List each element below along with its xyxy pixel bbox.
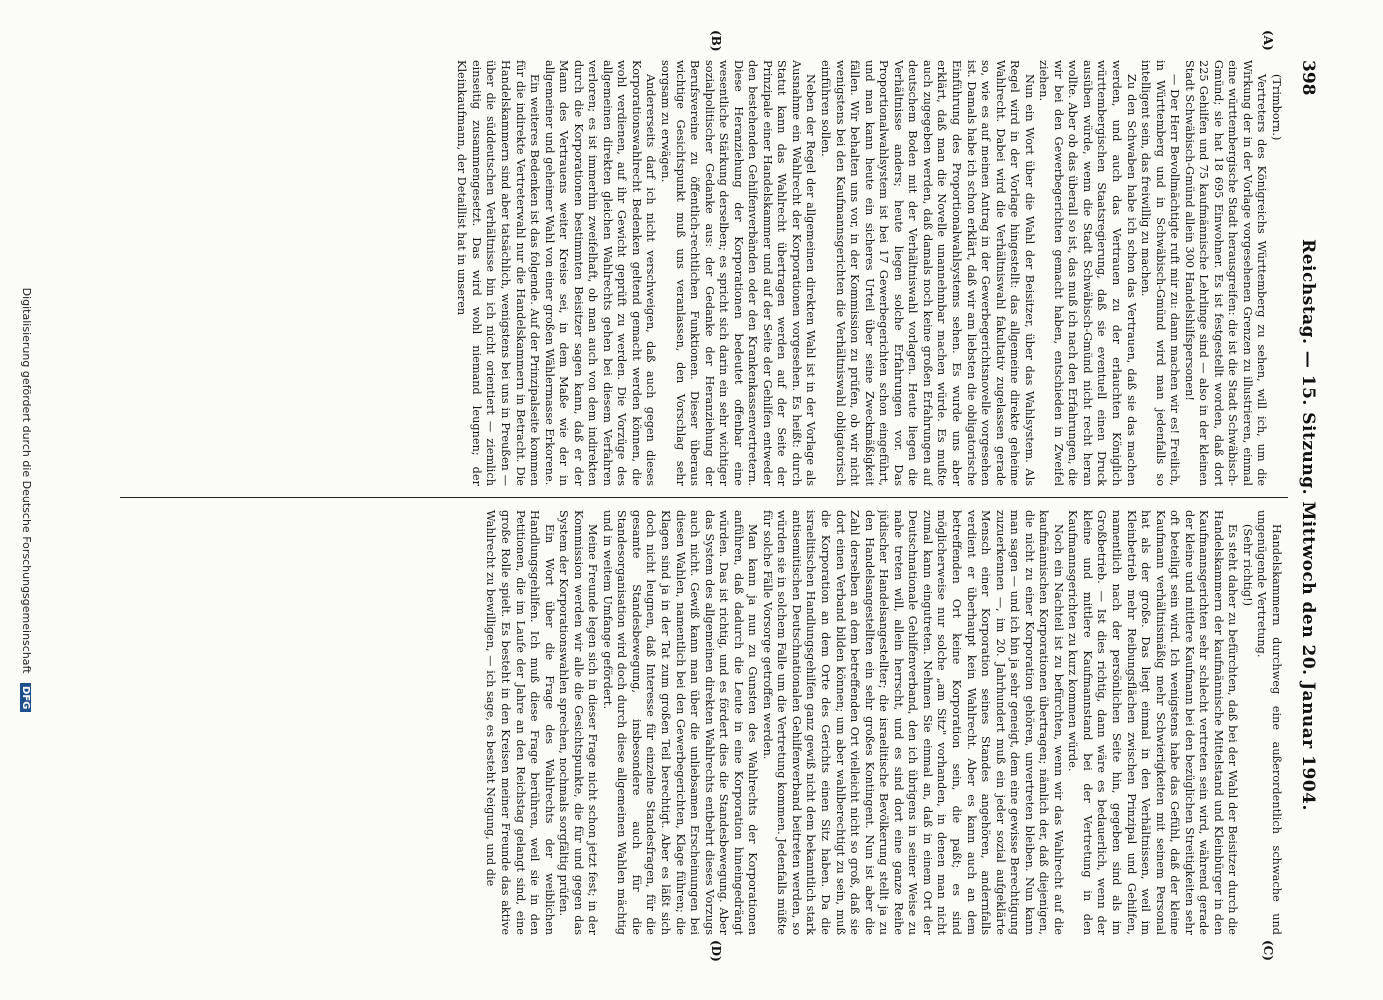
right-column-paragraph: Noch ein Nachteil ist zu befürchten, wenn wir das Wahlrecht auf die kaufmännischen Korporationen übertragen; nämlich der, daß diejenigen, die nicht zu einer Korporation gehören, unvertreten bleiben. Nun kann man sagen — und ich bin ja sehr geneigt, dem eine gewisse Berechtigung zuzuerkennen —, im 20. Jahrhundert muß ein jeder sozial aufgeklärte Mensch einer Korporation seines Standes angehören, andernfalls verdient er überhaupt kein Wahlrecht. Aber es kann auch an dem betreffenden Ort keine Korporation sein, die paßt; es sind möglicherweise nur solche „am Sitz" vorhanden, in denen man nicht zumal kann eingutreten. Nehmen Sie einmal an, daß in einem Ort der Deutschnationale Gehilfenverband, den ich übrigens in seiner Weise zu nahe treten will, allein herrscht, und es sind dort eine ganze Reihe jüdischer Handelsangestellter; die israelitische Bevölkerung stellt ja zu den Handelsangestellten ein sehr großes Kontingent. Nun ist aber die Zahl derselben an dem betreffenden Ort vielleicht nicht so groß, daß sie dort einen Verband bilden können; um aber wahlberechtigt zu sein, muß die Korporation an dem Orte des Gerichts einen Sitz haben. Da die israelitischen Handlungsgehilfen ganz gewiß nicht dem bekanntlich stark antisemitischen Deutschnationalen Gehilfenverband beitreten werden, so würden sie in solchem Falle um die Vertretung kommen. Jedenfalls müßte für solche Fälle Vorsorge getroffen werden. [760, 510, 1065, 935]
left-column-paragraph: Vertreters des Königreichs Württemberg zu sehen, will ich, um die Wirkung der in der Vorlage vorgesehenen Grenzen zu illustrieren, einmal eine württembergische Stadt herausgreifen: die ist die Stadt Schwäbisch-Gmünd; sie hat 18 695 Einwohner. Es ist festgestellt worden, daß dort 225 Gehilfen und 75 kaufmännische Lehrlinge sind — also in der kleinen Stadt Schwäbisch-Gmünd allein 300 Handelshilfspersonen! [1182, 60, 1269, 486]
dfg-logo-icon: DFG [20, 683, 31, 712]
footer-text: Digitalisierung gefördert durch die Deutsche Forschungsgemeinschaft [20, 287, 33, 674]
left-column-paragraph: (Trimborn.) [1270, 74, 1283, 141]
right-column-paragraph: Handelskammern durchweg eine außerordentlich schwache und ungenügende Vertretung. [1255, 510, 1283, 935]
right-column-paragraph: Es steht daher zu befürchten, daß bei der Wahl der Beisitzer durch die Handelskammern der kaufmännische Mittelstand und Kleinbürger in den Kaufmannsgerichten sehr schlecht vertreten sein wird, während gerade der kleine und mittlere Kaufmann bei den bezüglichen Streitigkeiten sehr oft beteiligt sein wird. Ich wenigstens habe das Gefühl, daß der kleine Kaufmann verhältnismäßig mehr Schwierigkeiten mit seinem Personal hat als der große. Das liegt einmal in den Verhältnissen, weil im Kleinbetrieb mehr Reibungsflächen zwischen Prinzipal und Gehilfen, namentlich nach der persönlichen Seite hin, gegeben sind als im Großbetrieb. — Ist dies richtig, dann wäre es bedauerlich, wenn der kleine und mittlere Kaufmannstand bei der Vertretung in den Kaufmannsgerichten zu kurz kommen würde. [1066, 510, 1240, 935]
column-divider [120, 497, 1288, 498]
margin-marker-d: (D) [709, 940, 723, 962]
right-column-paragraph: Man kann ja nun zu Gunsten des Wahlrechts der Korporationen anführen, daß dadurch die Leute in eine Korporation hineingedrängt würden. Das ist richtig, und es fördert dies die Standesbewegung. Aber das System des allgemeinen direkten Wahlrechts entbehrt dieses Vorzugs auch nicht. Gewiß kann man über die unliebsamen Erscheinungen bei diesen Wahlen, namentlich bei den Gewerbegerichten, Klage führen; die Klagen sind ja in der Tat zum großen Teil berechtigt. Aber es läßt sich doch nicht leugnen, daß Interesse für einzelne Standesfragen, für die gesamte Standesbewegung, insbesondere auch für die Standesorganisation wird doch durch diese allgemeinen Wahlen mächtig und in weitem Umfange gefördert. [600, 510, 760, 935]
left-column-paragraph: Andererseits darf ich nicht verschweigen, daß auch gegen dieses Korporationswahlrecht Bedenken geltend gemacht werden können, die wohl verdienen, auf ihr Gewicht geprüft zu werden. Die Vorzüge des allgemeinen direkten gleichen Wahlrechts gehen bei diesem Verfahren verloren; es ist immerhin zweifelhaft, ob man auch von dem indirekten durch die Korporationen bestimmten Beisitzer sagen kann, daß er der Mann des Vertrauens weiter Kreise sei, in dem Maße wie der in allgemeiner und geheimer Wahl von einer großen Wählermasse Erkorene. [542, 60, 658, 486]
right-column-paragraph: (Sehr richtig!) [1240, 524, 1254, 607]
left-column-paragraph: — Der Herr Bevollmächtigte ruft mir zu: dann machen wir es! Freilich, in Württemberg und in Schwäbisch-Gmünd wird man jedenfalls so intelligent sein, das freiwillig zu machen. [1139, 60, 1182, 486]
left-column-paragraph: Neben der Regel der allgemeinen direkten Wahl ist in der Vorlage als Ausnahme ein Wahlrecht der Korporationen vorgesehen. Es heißt: durch Statut kann das Wahlrecht übertragen werden auf der Seite der Prinzipale einer Handelskammer und auf der Seite der Gehilfen entweder den bestehenden Gehilfenverbänden oder den Krankenkassenvertretern. Diese Heranziehung der Korporationen bedeutet offenbar eine wesentliche Stärkung derselben; es spricht sich darin ein sehr wichtiger sozialpolitischer Gedanke aus: der Gedanke der Heranziehung der Berufsvereine zu öffentlich-rechtlichen Funktionen. Dieser überaus wichtige Gesichtspunkt muß uns veranlassen, den Vorschlag sehr sorgsam zu erwägen. [659, 60, 818, 486]
page-number: 398 [1298, 60, 1318, 96]
margin-marker-c: (C) [1261, 940, 1275, 961]
left-column-paragraph: Zu den Schwaben habe ich schon das Vertrauen, daß sie das machen werden, und auch das Vertrauen zu der erlauchten Königlich württembergischen Staatsregierung, daß sie eventuell einen Druck ausüben würde, wenn die Stadt Schwäbisch-Gmünd nicht recht heran wollte. Aber ob das überall so ist, das muß ich nach den Erfahrungen, die wir bei den Gewerbegerichten gemacht haben, entschieden in Zweifel ziehen. [1037, 60, 1138, 486]
right-column-paragraph: Meine Freunde legen sich in dieser Frage nicht schon jetzt fest; in der Kommission werden wir alle die Gesichtspunkte, die für und gegen das System der Korporationswahlen sprechen, nochmals sorgfältig prüfen. [557, 510, 600, 935]
right-column-paragraph: Ein Wort über die Frage des Wahlrechts der weiblichen Handlungsgehilfen. Ich muß diese Frage berühren, weil sie in den Petitionen, die im Laufe der Jahre an den Reichstag gelangt sind, eine große Rolle spielt. Es besteht in den Kreisen meiner Freunde das aktive Wahlrecht zu bewilligen, — ich sage, es besteht Neigung, und die [484, 510, 556, 935]
page-header [1293, 60, 1323, 930]
left-column-paragraph: Ein weiteres Bedenken ist das folgende. Auf der Prinzipalseite kommen für die indirekte Vertreterwahl nur die Handelskammern in Betracht. Die Handelskammern sind aber tatsächlich, wenigstens bei uns in Preußen — über die süddeutschen Verhältnisse bin ich nicht orientiert — ziemlich einseitig zusammengesetzt. Das wird wohl niemand leugnen; der Kleinkaufmann, der Detaillist hat in unseren [455, 60, 542, 486]
running-title: Reichstag. — 15. Sitzung. Mittwoch den 20. Januar 1904. [1298, 239, 1318, 811]
digitization-footer [20, 0, 33, 1000]
margin-marker-b: (B) [709, 30, 723, 52]
margin-marker-a: (A) [1261, 30, 1275, 51]
left-column [115, 60, 1283, 486]
left-column-paragraph: Nun ein Wort über die Wahl der Beisitzer, über das Wahlsystem. Als Regel wird in der Vorlage hingestellt: das allgemeine direkte geheime Wahlrecht. Dabei wird die Verhältniswahl fakultativ zugelassen gerade so, wie es auf meinen Antrag in der Gewerbegerichtsnovelle vorgesehen ist. Damals habe ich schon erklärt, daß wir am liebsten die obligatorische Einführung des Proportionalwahlsystems sehen. Es wurde uns aber erklärt, daß man die Novelle unannehmbar machen würde. Es mußte auch zugegeben werden, daß damals noch keine großen Erfahrungen auf deutschem Boden mit der Verhältniswahl vorlagen. Heute liegen die Verhältnisse anders; heute liegen solche Erfahrungen vor. Das Proportionalwahlsystem ist bei 17 Gewerbegerichten schon eingeführt, und man kann heute ein sicheres Urteil über seine Zweckmäßigkeit fällen. Wir behalten uns vor, in der Kommission zu prüfen, ob wir nicht wenigstens bei den Kaufmannsgerichten die Verhältniswahl obligatorisch einführen sollen. [819, 60, 1036, 486]
right-column [115, 510, 1283, 935]
